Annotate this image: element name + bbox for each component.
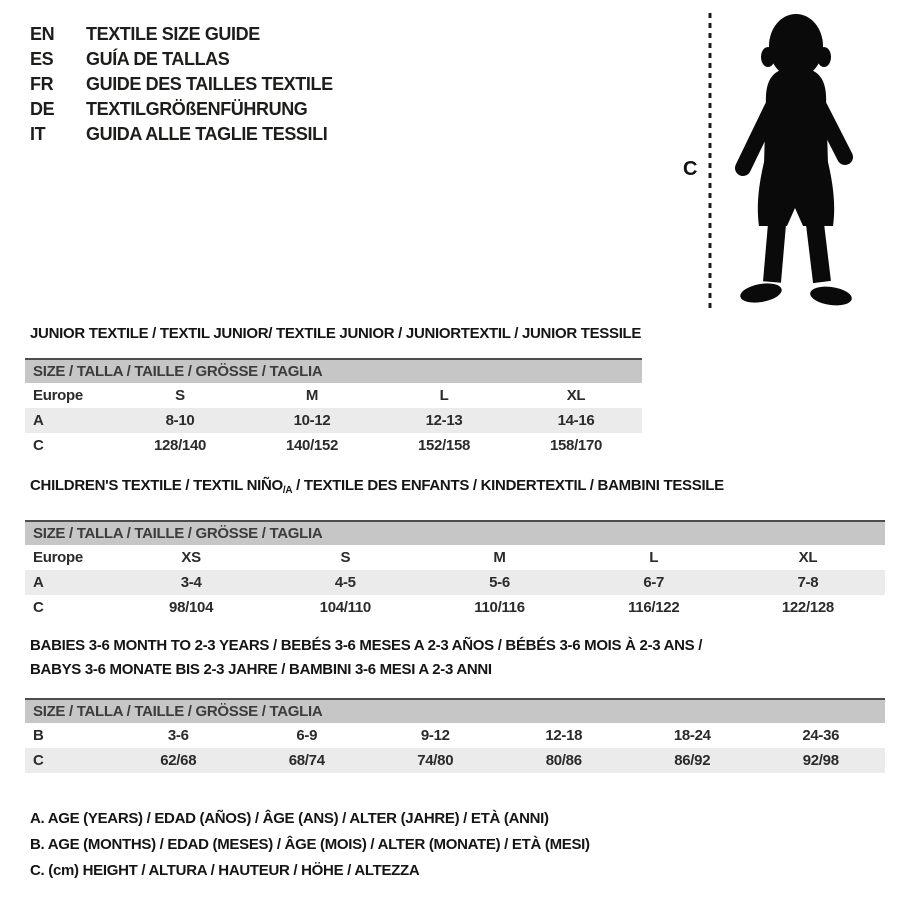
language-code: ES xyxy=(30,49,54,69)
table-row xyxy=(25,383,642,408)
table-cell: 3-4 xyxy=(180,574,202,591)
row-label: C xyxy=(33,752,44,769)
table-cell: 6-9 xyxy=(296,727,318,744)
table-row xyxy=(25,570,885,595)
table-cell: 5-6 xyxy=(489,574,510,591)
row-label: A xyxy=(33,412,44,429)
row-label: Europe xyxy=(33,549,83,566)
language-row-it xyxy=(30,122,333,147)
language-title: GUIDA ALLE TAGLIE TESSILI xyxy=(86,124,328,144)
table-cell: S xyxy=(175,387,185,404)
table-cell: XS xyxy=(181,549,201,566)
table-row xyxy=(25,433,642,458)
table-cell: 24-36 xyxy=(802,727,840,744)
row-label: C xyxy=(33,437,44,454)
table-cell: 12-18 xyxy=(545,727,583,744)
table-row xyxy=(25,723,885,748)
table-cell: 18-24 xyxy=(673,727,711,744)
baby-silhouette-icon xyxy=(721,10,900,315)
title-part: / TEXTILE DES ENFANTS / KINDERTEXTIL / BAMBINI TESSILE xyxy=(292,477,724,494)
legend-line-a: A. AGE (YEARS) / EDAD (AÑOS) / ÂGE (ANS) / ALTER (JAHRE) / ETÀ (ANNI) xyxy=(30,810,549,827)
table-cell: L xyxy=(649,549,659,566)
height-measure-label: C xyxy=(683,158,698,180)
size-header-band: SIZE / TALLA / TAILLE / GRÖSSE / TAGLIA xyxy=(25,698,885,723)
baby-height-figure xyxy=(675,8,900,320)
table-cell: 98/104 xyxy=(169,599,214,616)
language-code: IT xyxy=(30,124,46,144)
table-row xyxy=(25,545,885,570)
table-cell: 116/122 xyxy=(628,599,680,616)
row-label: C xyxy=(33,599,44,616)
table-cell: M xyxy=(493,549,506,566)
children-size-table xyxy=(25,545,885,620)
table-cell: 92/98 xyxy=(802,752,839,769)
table-cell: 62/68 xyxy=(160,752,197,769)
language-list xyxy=(30,22,333,147)
table-cell: 152/158 xyxy=(417,437,471,454)
section-childrens-textile xyxy=(25,476,885,620)
section-title xyxy=(25,476,885,501)
table-cell: 80/86 xyxy=(545,752,582,769)
row-label: Europe xyxy=(33,387,83,404)
table-cell: 104/110 xyxy=(319,599,371,616)
height-dotted-line xyxy=(707,13,713,313)
table-cell: 8-10 xyxy=(165,412,195,429)
table-cell: 68/74 xyxy=(288,752,325,769)
language-row-fr xyxy=(30,72,333,97)
measure-legend xyxy=(30,806,590,884)
language-title: TEXTILGRÖßENFÜHRUNG xyxy=(86,99,308,119)
table-cell: 158/170 xyxy=(549,437,603,454)
table-cell: 140/152 xyxy=(285,437,339,454)
language-code: FR xyxy=(30,74,54,94)
row-label: B xyxy=(33,727,44,744)
table-cell: 7-8 xyxy=(797,574,819,591)
size-header-band: SIZE / TALLA / TAILLE / GRÖSSE / TAGLIA xyxy=(25,520,885,545)
table-cell: S xyxy=(340,549,351,566)
table-row xyxy=(25,748,885,773)
babies-size-table xyxy=(25,723,885,773)
title-line: BABIES 3-6 MONTH TO 2-3 YEARS / BEBÉS 3-6 MESES A 2-3 AÑOS / BÉBÉS 3-6 MOIS À 2-3 ANS / xyxy=(30,637,703,654)
table-cell: 14-16 xyxy=(557,412,595,429)
language-row-de xyxy=(30,97,333,122)
table-cell: M xyxy=(305,387,319,404)
table-row xyxy=(25,595,885,620)
table-cell: 10-12 xyxy=(293,412,331,429)
section-title xyxy=(25,634,885,682)
language-title: TEXTILE SIZE GUIDE xyxy=(86,24,260,44)
title-subscript: /A xyxy=(282,485,293,496)
table-cell: XL xyxy=(798,549,818,566)
junior-size-table xyxy=(25,383,642,458)
language-row-en xyxy=(30,22,333,47)
table-cell: XL xyxy=(566,387,586,404)
table-cell: 86/92 xyxy=(674,752,711,769)
table-cell: 12-13 xyxy=(425,412,463,429)
table-cell: 6-7 xyxy=(643,574,665,591)
table-cell: 9-12 xyxy=(420,727,450,744)
table-cell: 122/128 xyxy=(781,599,834,616)
table-cell: L xyxy=(439,387,449,404)
legend-line-b: B. AGE (MONTHS) / EDAD (MESES) / ÂGE (MOIS) / ALTER (MONATE) / ETÀ (MESI) xyxy=(30,836,590,853)
section-junior-textile xyxy=(25,324,642,458)
title-line: BABYS 3-6 MONATE BIS 2-3 JAHRE / BAMBINI 3-6 MESI A 2-3 ANNI xyxy=(30,661,492,678)
language-title: GUÍA DE TALLAS xyxy=(86,49,230,69)
table-cell: 128/140 xyxy=(153,437,207,454)
language-code: EN xyxy=(30,24,55,44)
table-cell: 110/116 xyxy=(474,599,525,616)
table-cell: 3-6 xyxy=(167,727,189,744)
size-header-band: SIZE / TALLA / TAILLE / GRÖSSE / TAGLIA xyxy=(25,358,642,383)
language-title: GUIDE DES TAILLES TEXTILE xyxy=(86,74,333,94)
row-label: A xyxy=(33,574,44,591)
table-row xyxy=(25,408,642,433)
section-title: JUNIOR TEXTILE / TEXTIL JUNIOR/ TEXTILE JUNIOR / JUNIORTEXTIL / JUNIOR TESSILE xyxy=(30,325,642,342)
legend-line-c: C. (cm) HEIGHT / ALTURA / HAUTEUR / HÖHE / ALTEZZA xyxy=(30,862,420,879)
language-code: DE xyxy=(30,99,55,119)
title-part: CHILDREN'S TEXTILE / TEXTIL NIÑO xyxy=(30,477,283,494)
table-cell: 4-5 xyxy=(334,574,356,591)
language-row-es xyxy=(30,47,333,72)
section-babies-textile xyxy=(25,634,885,773)
table-cell: 74/80 xyxy=(417,752,454,769)
